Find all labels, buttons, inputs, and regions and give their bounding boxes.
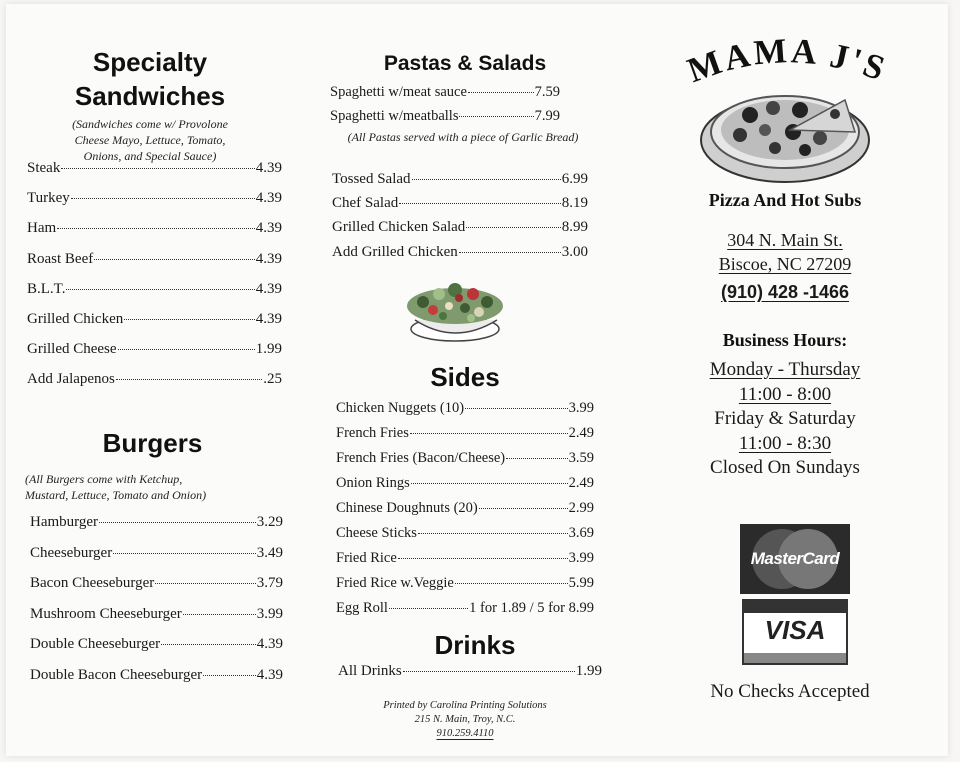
dot-leader	[399, 203, 561, 204]
menu-item-name: Turkey	[27, 190, 70, 207]
printer-phone: 910.259.4110	[436, 728, 494, 739]
menu-item-row	[27, 160, 282, 177]
visa-text: VISA	[764, 615, 826, 645]
menu-item-row	[30, 514, 283, 531]
menu-item-price: 6.99	[561, 171, 588, 187]
menu-item-price: 3.29	[256, 514, 283, 530]
menu-item-row	[27, 311, 282, 328]
burgers-note	[25, 471, 265, 503]
address-city: Biscoe, NC 27209	[718, 254, 852, 274]
dot-leader	[94, 259, 255, 260]
menu-item-row	[330, 84, 560, 101]
menu-item-name: Spaghetti w/meat sauce	[330, 84, 467, 100]
dot-leader	[466, 227, 560, 228]
menu-item-row	[336, 450, 594, 467]
menu-item-price: 4.39	[255, 160, 282, 176]
specialty-title	[40, 45, 260, 113]
menu-item-price: 4.39	[256, 667, 283, 683]
menu-item-name: Double Bacon Cheeseburger	[30, 667, 203, 683]
menu-item-row	[336, 550, 594, 567]
hours-line: Friday & Saturday	[714, 408, 856, 429]
dot-leader	[66, 289, 254, 290]
pastas-note: (All Pastas served with a piece of Garlic Bread)	[347, 130, 579, 144]
menu-item-row	[332, 195, 588, 212]
dot-leader	[61, 168, 254, 169]
menu-item-name: Chinese Doughnuts (20)	[336, 500, 478, 516]
menu-item-row	[332, 244, 588, 261]
menu-item-price: 8.99	[561, 219, 588, 236]
dot-leader	[113, 553, 256, 554]
menu-item-row	[27, 281, 282, 298]
menu-item-row	[336, 500, 594, 517]
sides-title: Sides	[430, 362, 500, 392]
dot-leader	[155, 583, 255, 584]
dot-leader	[118, 349, 255, 350]
menu-item-price: 2.99	[568, 500, 594, 516]
printer-line: Printed by Carolina Printing Solutions	[383, 700, 547, 711]
menu-item-name: Bacon Cheeseburger	[30, 575, 155, 592]
burgers-note-line: Mustard, Lettuce, Tomato and Onion)	[25, 488, 207, 502]
menu-item-row	[30, 575, 283, 592]
printer-credit	[340, 699, 590, 741]
menu-item-name: French Fries	[336, 425, 409, 441]
menu-item-row	[27, 220, 282, 237]
menu-item-name: Add Grilled Chicken	[332, 243, 458, 260]
dot-leader	[116, 379, 262, 380]
specialty-note-line: (Sandwiches come w/ Provolone	[72, 117, 228, 131]
dot-leader	[71, 198, 255, 199]
menu-item-row	[336, 475, 594, 492]
menu-item-row	[338, 663, 602, 680]
menu-item-price: 5.99	[568, 575, 594, 591]
menu-item-name: Grilled Chicken Salad	[332, 219, 466, 236]
menu-item-name: Cheeseburger	[30, 544, 113, 561]
menu-item-name: All Drinks	[338, 663, 402, 679]
specialty-note-line: Cheese Mayo, Lettuce, Tomato,	[74, 133, 226, 147]
dot-leader	[418, 533, 568, 534]
menu-item-name: Roast Beef	[27, 250, 94, 267]
burgers-title: Burgers	[102, 428, 203, 458]
menu-item-price: 1.99	[255, 341, 282, 358]
menu-item-name: Egg Roll	[336, 600, 388, 616]
printer-line: 215 N. Main, Troy, N.C.	[414, 714, 516, 725]
dot-leader	[161, 644, 256, 645]
menu-item-name: Fried Rice w.Veggie	[336, 575, 454, 591]
menu-item-row	[30, 545, 283, 562]
hours-line: 11:00 - 8:30	[738, 432, 832, 454]
menu-item-price: 3.59	[568, 450, 594, 466]
menu-item-row	[30, 606, 283, 623]
menu-item-name: B.L.T.	[27, 280, 66, 297]
phone-number	[660, 282, 910, 303]
menu-item-name: Chef Salad	[332, 195, 399, 212]
menu-item-name: Chicken Nuggets (10)	[336, 400, 465, 416]
mastercard-logo	[740, 524, 850, 594]
menu-item-name: Ham	[27, 220, 57, 237]
visa-logo	[742, 599, 848, 665]
menu-item-row	[332, 171, 588, 188]
menu-item-price: 1 for 1.89 / 5 for 8.99	[469, 600, 594, 616]
menu-item-name: Onion Rings	[336, 475, 410, 491]
dot-leader	[479, 508, 568, 509]
burgers-note-line: (All Burgers come with Ketchup,	[25, 472, 183, 486]
specialty-note-line: Onions, and Special Sauce)	[83, 149, 217, 163]
hours-line: Monday - Thursday	[709, 359, 861, 380]
menu-item-price: 4.39	[255, 280, 282, 297]
menu-item-price: 3.99	[256, 605, 283, 622]
no-checks-note: No Checks Accepted	[710, 681, 870, 702]
menu-item-price: 3.69	[568, 525, 594, 541]
menu-item-row	[30, 636, 283, 653]
dot-leader	[124, 319, 255, 320]
menu-item-name: Grilled Cheese	[27, 341, 117, 358]
menu-item-price: 1.99	[575, 663, 602, 679]
menu-item-price: 4.39	[255, 311, 282, 327]
specialty-title-line2: Sandwiches	[74, 81, 226, 111]
dot-leader	[403, 671, 575, 672]
menu-item-price: 2.49	[568, 425, 594, 441]
menu-item-row	[336, 425, 594, 442]
menu-item-row	[27, 251, 282, 268]
menu-item-price: 7.99	[534, 107, 560, 124]
dot-leader	[506, 458, 568, 459]
menu-item-price: 3.49	[256, 544, 283, 561]
menu-item-row	[27, 341, 282, 358]
menu-item-row	[336, 600, 594, 617]
menu-item-name: Add Jalapenos	[27, 371, 115, 388]
menu-item-row	[30, 667, 283, 684]
dot-leader	[459, 116, 533, 117]
phone-text: (910) 428 -1466	[720, 282, 850, 302]
salad-bowl-icon	[397, 276, 517, 348]
menu-item-price: .25	[263, 371, 282, 388]
menu-item-row	[332, 219, 588, 236]
drinks-title: Drinks	[434, 630, 516, 660]
dot-leader	[183, 614, 256, 615]
menu-item-price: 3.79	[256, 575, 283, 592]
hours-line: Closed On Sundays	[710, 457, 860, 478]
menu-item-name: French Fries (Bacon/Cheese)	[336, 450, 506, 466]
menu-item-name: Tossed Salad	[332, 171, 411, 187]
dot-leader	[410, 433, 568, 434]
menu-item-row	[27, 371, 282, 388]
dot-leader	[389, 608, 468, 609]
address	[660, 228, 910, 276]
menu-item-name: Double Cheeseburger	[30, 636, 161, 653]
hours-title: Business Hours:	[722, 330, 848, 350]
menu-item-price: 8.19	[561, 195, 588, 212]
menu-item-name: Cheese Sticks	[336, 525, 417, 541]
pizza-icon	[695, 80, 875, 186]
menu-item-price: 3.00	[561, 243, 588, 260]
dot-leader	[412, 179, 561, 180]
dot-leader	[468, 92, 534, 93]
specialty-title-line1: Specialty	[92, 47, 208, 77]
menu-item-price: 3.99	[568, 400, 594, 416]
menu-item-row	[330, 108, 560, 125]
address-street: 304 N. Main St.	[727, 230, 843, 250]
menu-item-row	[27, 190, 282, 207]
dot-leader	[465, 408, 568, 409]
hours-line: 11:00 - 8:00	[738, 383, 832, 405]
hours-list	[660, 358, 910, 481]
menu-item-name: Mushroom Cheeseburger	[30, 605, 182, 622]
dot-leader	[398, 558, 568, 559]
dot-leader	[57, 228, 255, 229]
menu-item-name: Hamburger	[30, 514, 99, 530]
dot-leader	[99, 522, 256, 523]
menu-item-price: 4.39	[255, 190, 282, 207]
menu-item-name: Steak	[27, 160, 61, 176]
menu-item-price: 7.59	[534, 84, 560, 100]
menu-item-row	[336, 525, 594, 542]
menu-item-price: 4.39	[256, 636, 283, 653]
menu-item-name: Fried Rice	[336, 550, 397, 566]
menu-item-price: 3.99	[568, 550, 594, 566]
menu-item-name: Grilled Chicken	[27, 311, 124, 327]
dot-leader	[203, 675, 256, 676]
dot-leader	[455, 583, 568, 584]
specialty-note	[30, 116, 270, 164]
menu-item-price: 4.39	[255, 220, 282, 237]
menu-item-row	[336, 400, 594, 417]
tagline: Pizza And Hot Subs	[708, 190, 862, 210]
menu-item-row	[336, 575, 594, 592]
menu-item-name: Spaghetti w/meatballs	[330, 107, 459, 124]
dot-leader	[411, 483, 568, 484]
dot-leader	[459, 252, 561, 253]
logo-text: MAMA J'S	[682, 32, 893, 91]
menu-item-price: 2.49	[568, 475, 594, 491]
menu-item-price: 4.39	[255, 250, 282, 267]
mastercard-text: MasterCard	[750, 549, 840, 568]
pastas-title: Pastas & Salads	[383, 52, 547, 75]
